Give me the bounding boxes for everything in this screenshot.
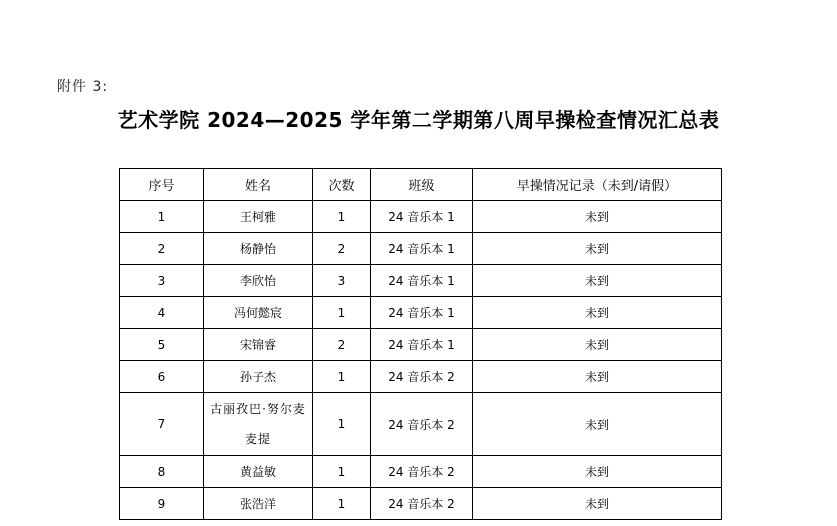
table-row [120, 297, 722, 329]
table-row [120, 233, 722, 265]
cell-record: 未到 [473, 488, 722, 520]
cell-class: 24 音乐本 2 [371, 393, 473, 456]
cell-name [204, 393, 313, 456]
cell-name: 张浩洋 [204, 488, 313, 520]
column-header-number: 序号 [120, 169, 204, 201]
cell-record: 未到 [473, 265, 722, 297]
cell-class: 24 音乐本 1 [371, 265, 473, 297]
cell-name: 孙子杰 [204, 361, 313, 393]
column-header-record: 早操情况记录（未到/请假） [473, 169, 722, 201]
cell-name: 冯何懿宸 [204, 297, 313, 329]
cell-class: 24 音乐本 1 [371, 297, 473, 329]
cell-class: 24 音乐本 1 [371, 233, 473, 265]
cell-name: 宋锦睿 [204, 329, 313, 361]
cell-count: 1 [313, 361, 371, 393]
cell-number: 1 [120, 201, 204, 233]
cell-name: 王柯雅 [204, 201, 313, 233]
cell-count: 3 [313, 265, 371, 297]
table-row [120, 265, 722, 297]
cell-count: 2 [313, 233, 371, 265]
cell-count: 1 [313, 456, 371, 488]
column-header-class: 班级 [371, 169, 473, 201]
cell-record: 未到 [473, 361, 722, 393]
cell-count: 1 [313, 201, 371, 233]
column-header-count: 次数 [313, 169, 371, 201]
cell-number: 4 [120, 297, 204, 329]
page-title: 艺术学院 2024—2025 学年第二学期第八周早操检查情况汇总表 [117, 108, 720, 132]
cell-name: 杨静怡 [204, 233, 313, 265]
table-row [120, 329, 722, 361]
cell-number: 7 [120, 393, 204, 456]
cell-name-text: 古丽孜巴·努尔麦麦提 [210, 402, 306, 446]
cell-name: 黄益敏 [204, 456, 313, 488]
cell-count: 2 [313, 329, 371, 361]
cell-number: 9 [120, 488, 204, 520]
cell-record: 未到 [473, 297, 722, 329]
cell-number: 8 [120, 456, 204, 488]
table-row [120, 201, 722, 233]
table-row [120, 488, 722, 520]
cell-number: 2 [120, 233, 204, 265]
cell-count: 1 [313, 488, 371, 520]
cell-class: 24 音乐本 2 [371, 488, 473, 520]
cell-class: 24 音乐本 2 [371, 361, 473, 393]
table-row [120, 456, 722, 488]
cell-record: 未到 [473, 393, 722, 456]
cell-count: 1 [313, 297, 371, 329]
table-row [120, 393, 722, 456]
cell-record: 未到 [473, 329, 722, 361]
table-header-row [120, 169, 722, 201]
cell-record: 未到 [473, 233, 722, 265]
cell-number: 5 [120, 329, 204, 361]
cell-record: 未到 [473, 201, 722, 233]
attachment-label: 附件 3: [57, 79, 109, 95]
cell-class: 24 音乐本 1 [371, 201, 473, 233]
attendance-table [119, 168, 722, 520]
cell-class: 24 音乐本 1 [371, 329, 473, 361]
column-header-name: 姓名 [204, 169, 313, 201]
cell-count: 1 [313, 393, 371, 456]
cell-number: 3 [120, 265, 204, 297]
cell-class: 24 音乐本 2 [371, 456, 473, 488]
table-row [120, 361, 722, 393]
cell-record: 未到 [473, 456, 722, 488]
cell-number: 6 [120, 361, 204, 393]
cell-name: 李欣怡 [204, 265, 313, 297]
